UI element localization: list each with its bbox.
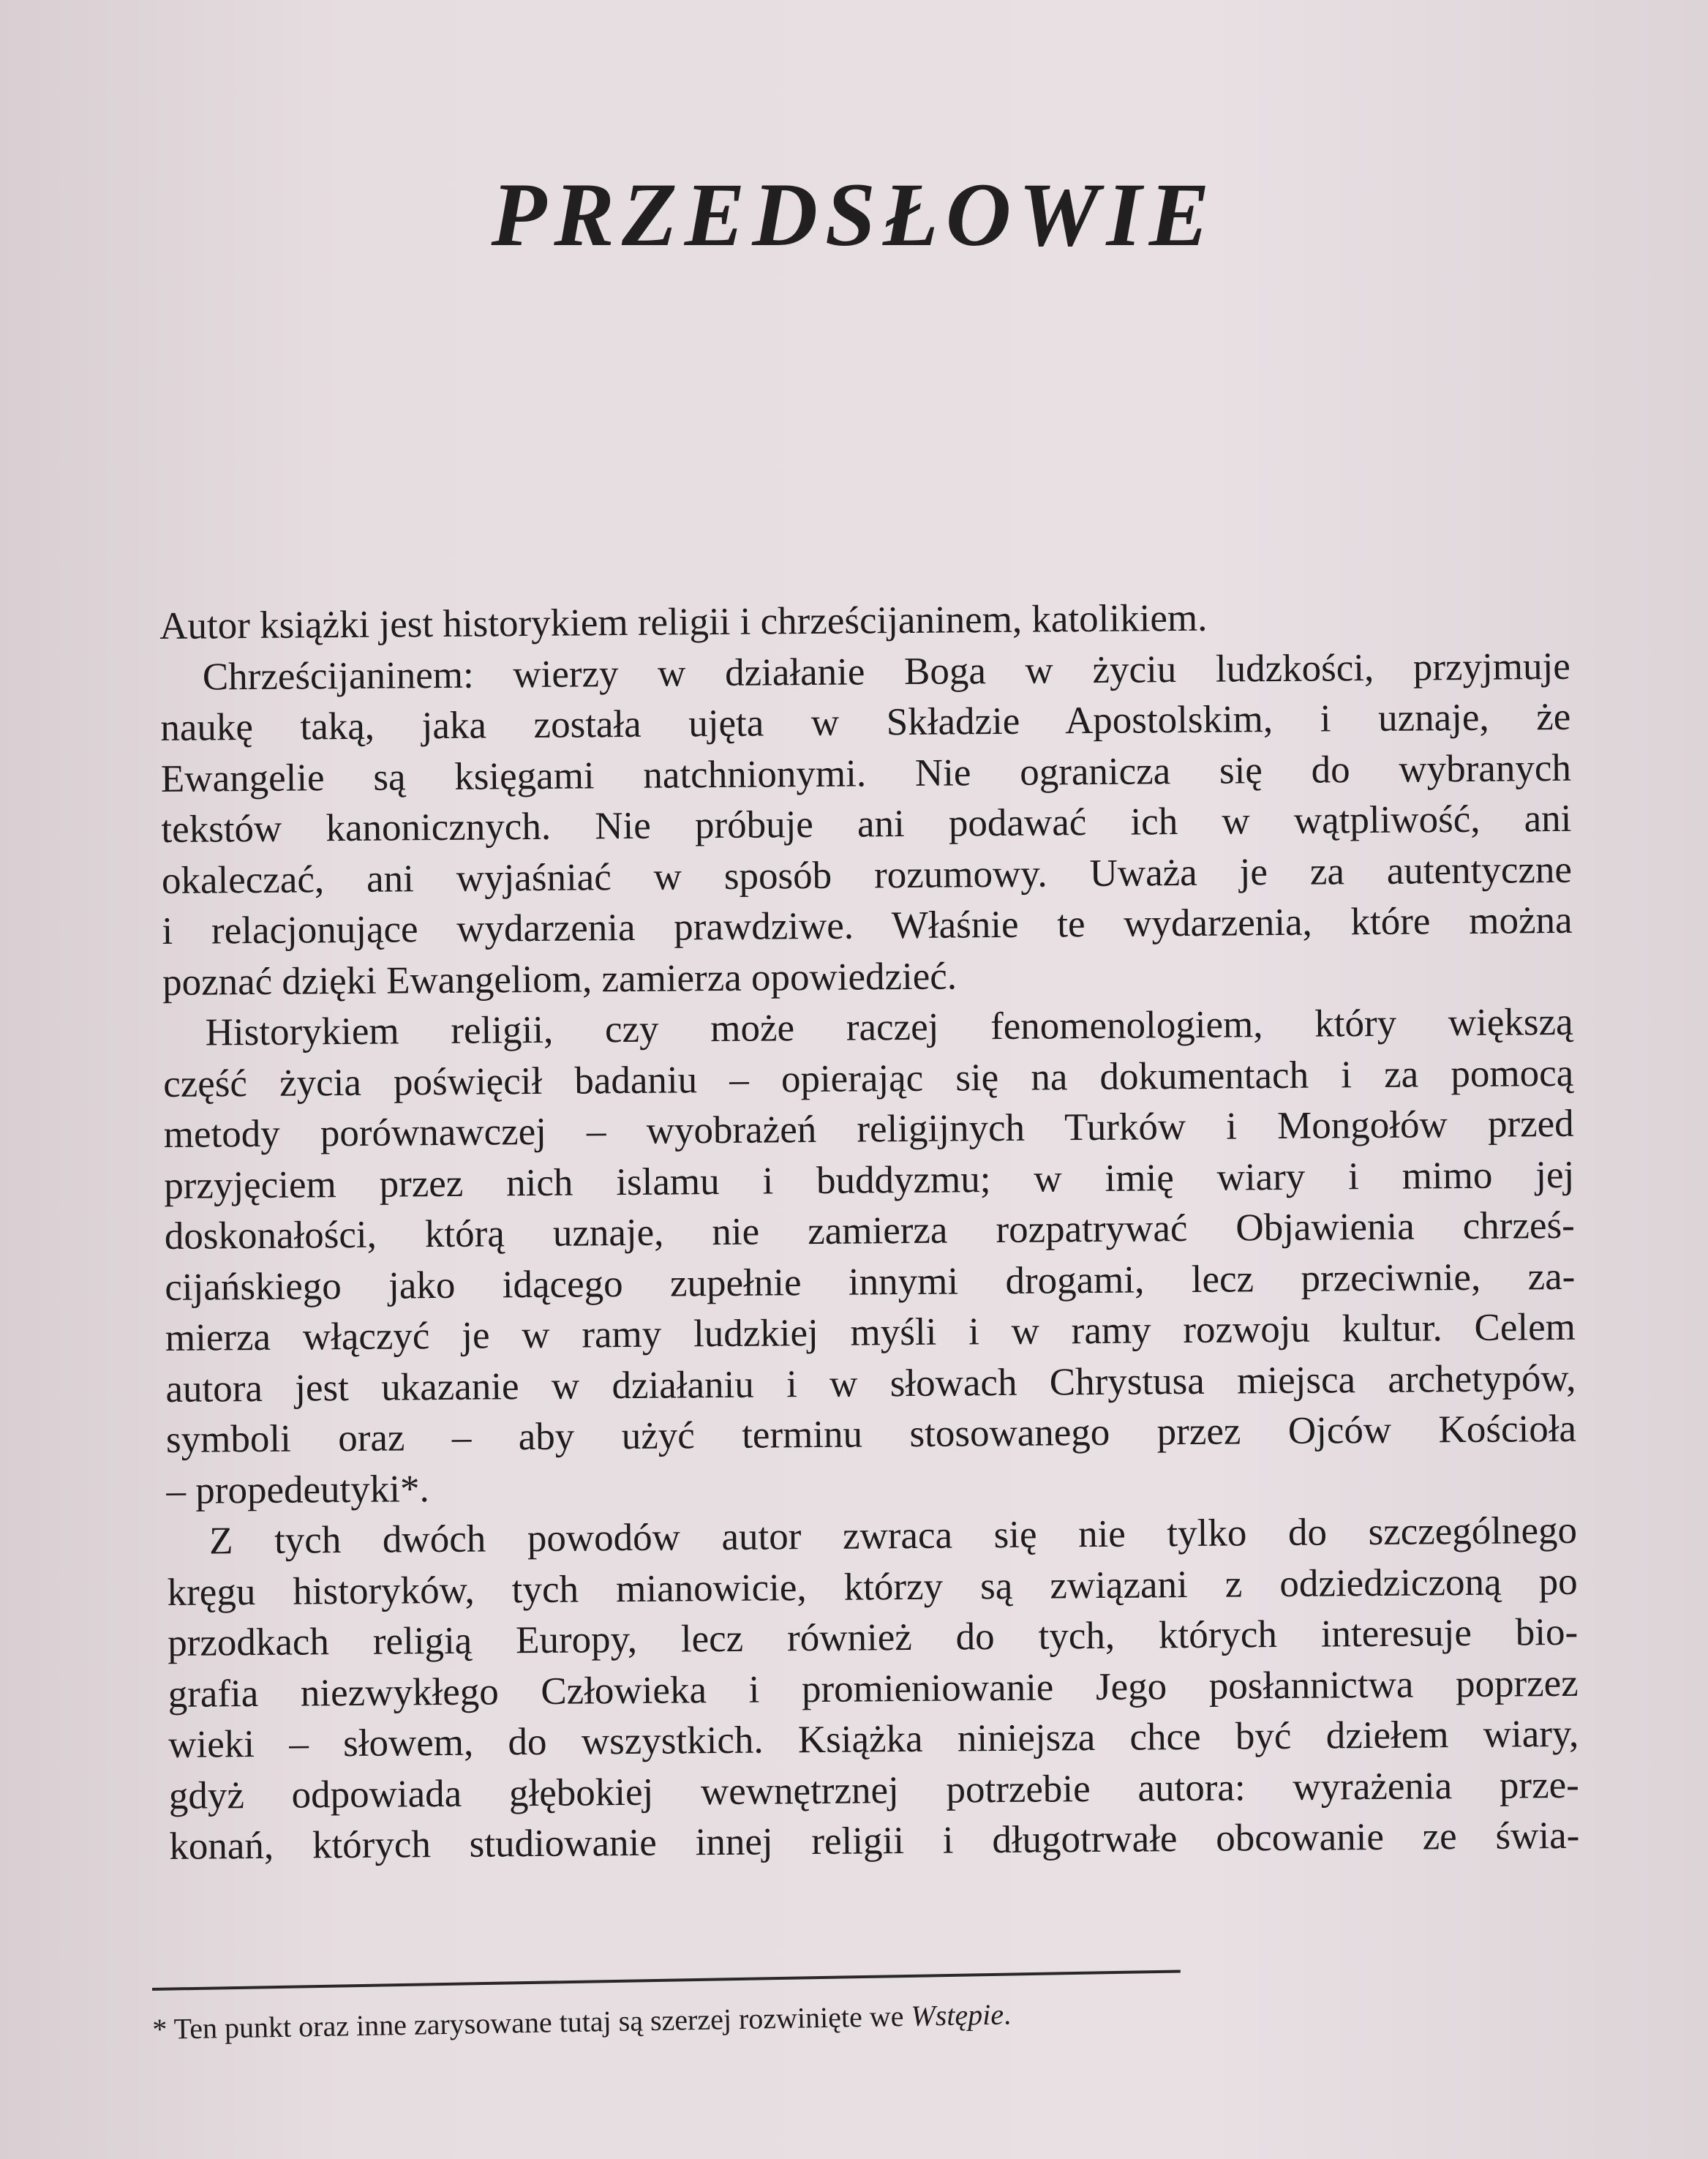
text-line: i relacjonujące wydarzenia prawdziwe. Właśnie te wydarzenia, które można	[162, 898, 1573, 953]
footnote-italic: Wstępie	[911, 1997, 1004, 2032]
text-line: cijańskiego jako idącego zupełnie innymi drogami, lecz przeciwnie, za-	[165, 1255, 1576, 1309]
footnote-divider	[152, 1970, 1181, 1991]
text-line: grafia niezwykłego Człowieka i promieniowanie Jego posłannictwa poprzez	[168, 1662, 1579, 1716]
text-line: naukę taką, jaka została ujęta w Składzie Apostolskim, i uznaje, że	[160, 695, 1571, 749]
footnote-text: Ten punkt oraz inne zarysowane tutaj są szerzej rozwinięte we	[173, 2000, 904, 2046]
footnote-marker: *	[152, 2012, 168, 2046]
text-line: gdyż odpowiada głębokiej wewnętrznej potrzebie autora: wyrażenia prze-	[168, 1763, 1579, 1817]
text-line: – propedeutyki*.	[166, 1467, 429, 1512]
text-line: przyjęciem przez nich islamu i buddyzmu; w imię wiary i mimo jej	[164, 1153, 1575, 1207]
text-line: metody porównawczej – wyobrażeń religijnych Turków i Mongołów przed	[163, 1102, 1574, 1156]
footnote	[152, 1997, 1011, 2046]
text-line: Chrześcijaninem: wierzy w działanie Boga w życiu ludzkości, przyjmuje	[202, 645, 1570, 699]
text-line: Z tych dwóch powodów autor zwraca się nie tylko do szczególnego	[208, 1509, 1578, 1563]
text-line: mierza włączyć je w ramy ludzkiej myśli i w ramy rozwoju kultur. Celem	[165, 1305, 1576, 1359]
page-title: PRZEDSŁOWIE	[491, 165, 1217, 266]
text-line: przodkach religią Europy, lecz również do tych, których interesuje bio-	[167, 1610, 1579, 1664]
text-line: wieki – słowem, do wszystkich. Książka niniejsza chce być dziełem wiary,	[168, 1712, 1579, 1766]
text-line: Historykiem religii, czy może raczej fenomenologiem, który większą	[205, 1000, 1573, 1054]
text-line: Autor książki jest historykiem religii i chrześcijaninem, katolikiem.	[159, 596, 1208, 647]
footnote-end: .	[1003, 1997, 1012, 2031]
text-line: konań, których studiowanie innej religii i długotrwałe obcowanie ze świa-	[169, 1814, 1580, 1868]
body-text	[159, 590, 1580, 1873]
text-line: okaleczać, ani wyjaśniać w sposób rozumowy. Uważa je za autentyczne	[161, 848, 1573, 902]
text-line: część życia poświęcił badaniu – opierając się na dokumentach i za pomocą	[162, 1051, 1574, 1105]
text-line: symboli oraz – aby użyć terminu stosowanego przez Ojców Kościoła	[165, 1407, 1577, 1461]
text-line: doskonałości, którą uznaje, nie zamierza rozpatrywać Objawienia chrześ-	[164, 1204, 1575, 1258]
text-line: kręgu historyków, tych mianowicie, którzy są związani z odziedziczoną po	[167, 1560, 1578, 1614]
text-line: Ewangelie są księgami natchnionymi. Nie ogranicza się do wybranych	[160, 746, 1572, 800]
text-line: poznać dzięki Ewangeliom, zamierza opowiedzieć.	[162, 954, 958, 1004]
text-line: tekstów kanonicznych. Nie próbuje ani podawać ich w wątpliwość, ani	[161, 797, 1572, 851]
text-line: autora jest ukazanie w działaniu i w słowach Chrystusa miejsca archetypów,	[165, 1356, 1576, 1411]
